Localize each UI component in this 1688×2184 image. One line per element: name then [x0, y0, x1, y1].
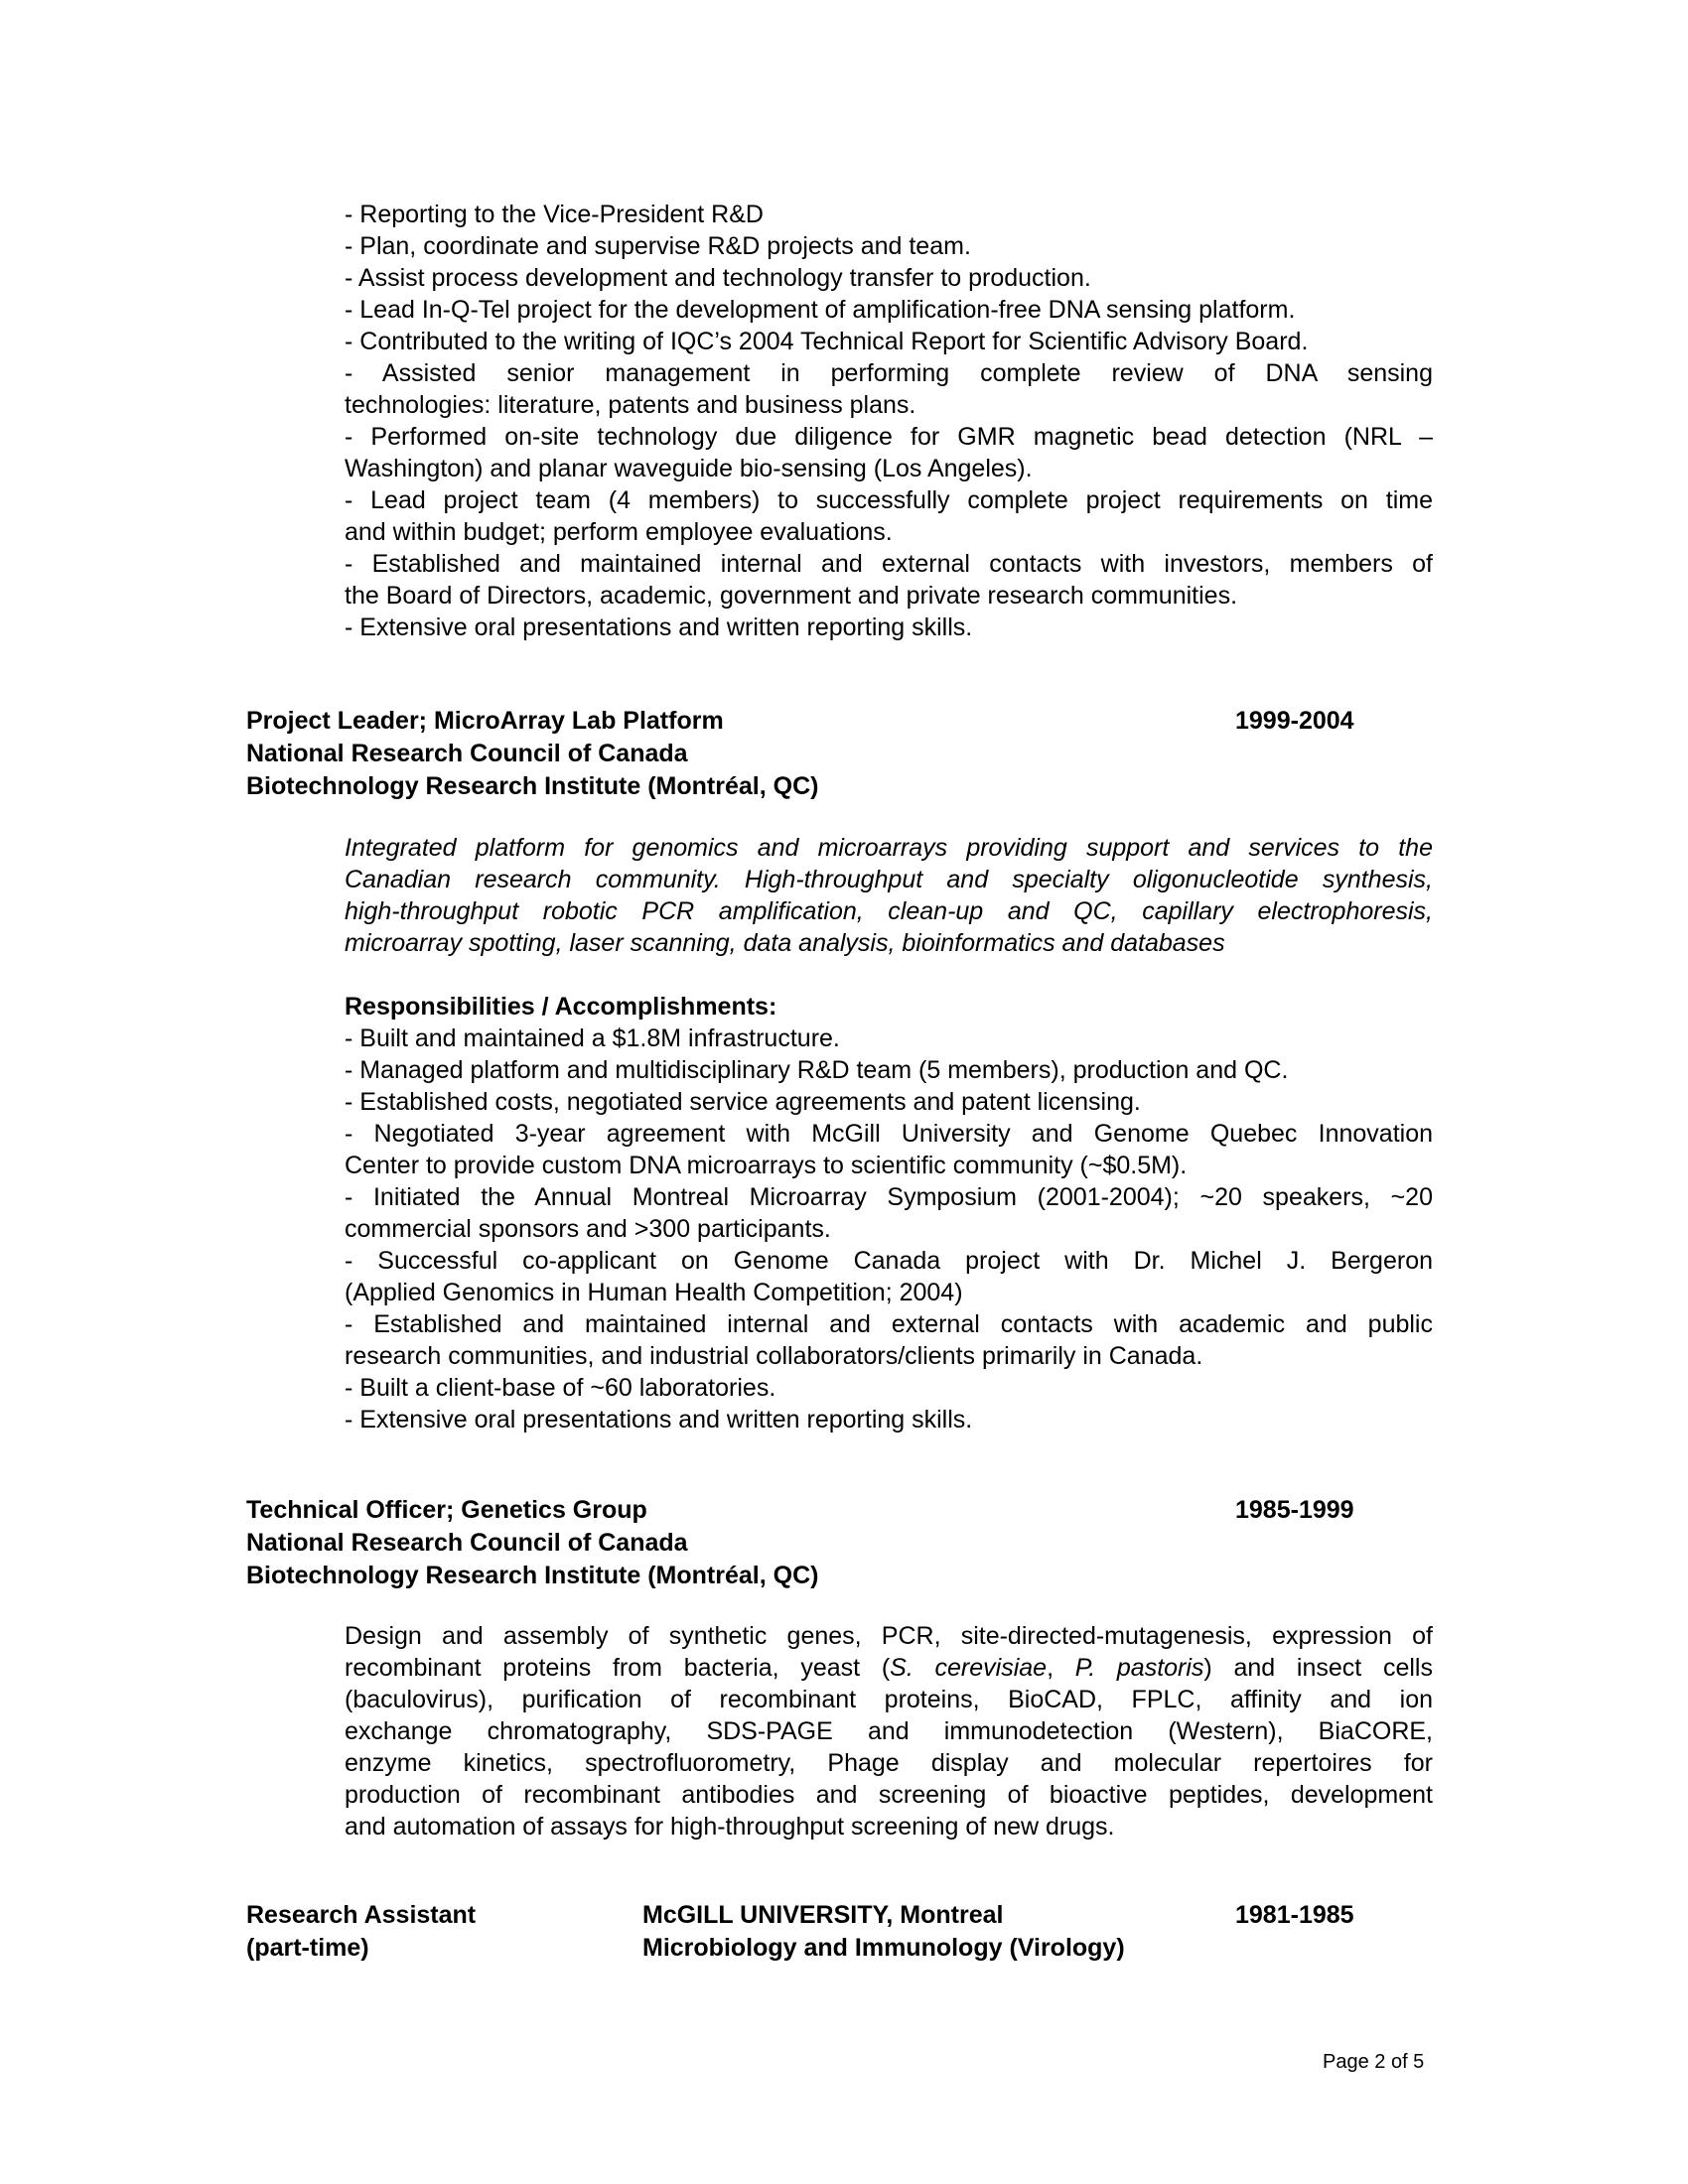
list-item: - Successful co-applicant on Genome Canada project with Dr. Michel J. Bergeron: [345, 1247, 1433, 1275]
list-item-continued: Washington) and planar waveguide bio-sensing (Los Angeles).: [345, 455, 1033, 482]
description-line: exchange chromatography, SDS-PAGE and immunodetection (Western), BiaCORE,: [345, 1717, 1433, 1745]
list-item: - Managed platform and multidisciplinary R&D team (5 members), production and QC.: [345, 1056, 1289, 1084]
job-organization: National Research Council of Canada: [246, 1529, 688, 1557]
description-line: production of recombinant antibodies and screening of bioactive peptides, development: [345, 1781, 1433, 1809]
job-description: [345, 1620, 1433, 1843]
list-item: - Extensive oral presentations and written reporting skills.: [345, 614, 973, 641]
description-line: microarray spotting, laser scanning, data analysis, bioinformatics and databases: [345, 929, 1225, 957]
list-item: - Extensive oral presentations and written reporting skills.: [345, 1406, 973, 1433]
description-text: ) and insect cells: [1203, 1654, 1433, 1682]
job-years: 1981-1985: [1235, 1901, 1354, 1929]
job-institute: Biotechnology Research Institute (Montréal, QC): [246, 772, 819, 800]
job-organization: National Research Council of Canada: [246, 740, 688, 767]
list-item-continued: technologies: literature, patents and business plans.: [345, 391, 916, 419]
list-item: - Assist process development and technology transfer to production.: [345, 264, 1091, 292]
list-item: - Lead In-Q-Tel project for the development of amplification-free DNA sensing platform.: [345, 296, 1296, 324]
job-years: 1999-2004: [1235, 707, 1354, 735]
job-title: Technical Officer; Genetics Group: [246, 1496, 647, 1524]
list-item: - Established costs, negotiated service agreements and patent licensing.: [345, 1088, 1141, 1116]
job-header-project-leader: [246, 705, 1368, 803]
list-item-continued: research communities, and industrial collaborators/clients primarily in Canada.: [345, 1342, 1203, 1370]
species-name: P. pastoris: [1074, 1654, 1204, 1682]
job-institute: Biotechnology Research Institute (Montréal, QC): [246, 1562, 819, 1589]
list-item: - Initiated the Annual Montreal Microarray Symposium (2001-2004); ~20 speakers, ~20: [345, 1183, 1433, 1211]
list-item-continued: commercial sponsors and >300 participants.: [345, 1215, 831, 1243]
description-text: recombinant proteins from bacteria, yeast (: [345, 1654, 891, 1682]
responsibilities-heading: Responsibilities / Accomplishments:: [345, 993, 777, 1021]
description-line: high-throughput robotic PCR amplification, clean-up and QC, capillary electrophoresis,: [345, 897, 1433, 925]
job-title: Project Leader; MicroArray Lab Platform: [246, 707, 724, 735]
list-item-continued: and within budget; perform employee evaluations.: [345, 518, 893, 546]
list-item-continued: (Applied Genomics in Human Health Competition; 2004): [345, 1279, 963, 1306]
description-line: Integrated platform for genomics and microarrays providing support and services to the: [345, 834, 1433, 862]
list-item: - Negotiated 3-year agreement with McGill University and Genome Quebec Innovation: [345, 1120, 1433, 1148]
list-item: - Built and maintained a $1.8M infrastructure.: [345, 1024, 840, 1052]
list-item: - Assisted senior management in performing complete review of DNA sensing: [345, 359, 1433, 387]
list-item: - Established and maintained internal and external contacts with investors, members of: [345, 550, 1433, 578]
description-line: Canadian research community. High-throughput and specialty oligonucleotide synthesis,: [345, 866, 1433, 893]
list-item: - Performed on-site technology due diligence for GMR magnetic bead detection (NRL –: [345, 423, 1433, 451]
description-line: [345, 1652, 1433, 1684]
description-line: (baculovirus), purification of recombinant proteins, BioCAD, FPLC, affinity and ion: [345, 1686, 1433, 1713]
list-item: - Built a client-base of ~60 laboratories.: [345, 1374, 776, 1402]
previous-job-responsibilities: [345, 199, 1433, 643]
job-title: Research Assistant: [246, 1901, 477, 1929]
job-organization: McGILL UNIVERSITY, Montreal: [642, 1901, 1004, 1929]
job-description: [345, 832, 1433, 959]
description-line: enzyme kinetics, spectrofluorometry, Phage display and molecular repertoires for: [345, 1749, 1433, 1777]
job-department: Microbiology and Immunology (Virology): [642, 1934, 1125, 1962]
list-item: - Plan, coordinate and supervise R&D projects and team.: [345, 232, 971, 260]
list-item-continued: Center to provide custom DNA microarrays to scientific community (~$0.5M).: [345, 1152, 1188, 1179]
page-number: Page 2 of 5: [1323, 2051, 1425, 2073]
list-item: - Established and maintained internal and external contacts with academic and public: [345, 1310, 1433, 1338]
list-item: - Lead project team (4 members) to successfully complete project requirements on time: [345, 486, 1433, 514]
job-years: 1985-1999: [1235, 1496, 1354, 1524]
description-line: and automation of assays for high-throughput screening of new drugs.: [345, 1813, 1115, 1841]
job-header-technical-officer: [246, 1494, 1368, 1592]
list-item: - Contributed to the writing of IQC’s 2004 Technical Report for Scientific Advisory Board.: [345, 328, 1309, 355]
description-line: Design and assembly of synthetic genes, PCR, site-directed-mutagenesis, expression of: [345, 1622, 1433, 1650]
job-title-qualifier: (part-time): [246, 1934, 369, 1962]
job-responsibilities: [345, 991, 1433, 1435]
description-text: ,: [1047, 1654, 1075, 1682]
species-name: S. cerevisiae: [890, 1654, 1048, 1682]
list-item-continued: the Board of Directors, academic, government and private research communities.: [345, 582, 1238, 610]
job-header-research-assistant: [246, 1899, 1368, 1965]
list-item: - Reporting to the Vice-President R&D: [345, 201, 764, 228]
